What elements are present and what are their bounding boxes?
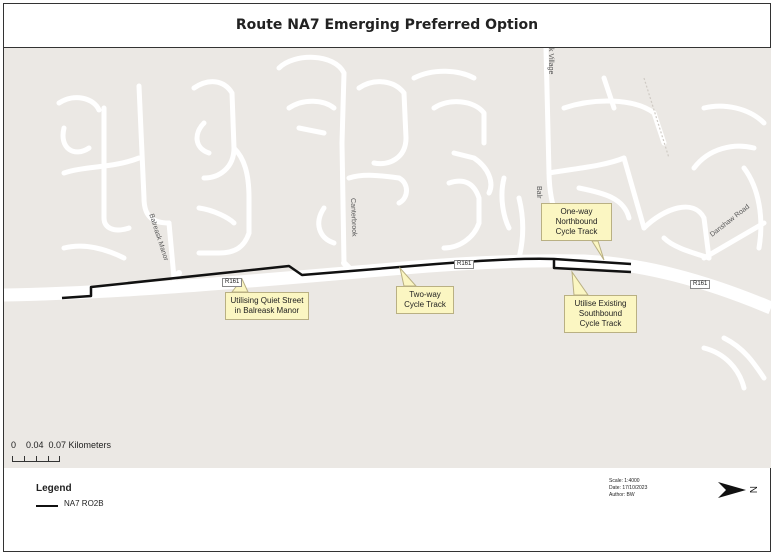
street-label-balreask-manor: Balreask Manor [147, 213, 170, 262]
scale-bar-label: 0 0.04 0.07 Kilometers [11, 440, 112, 450]
title-bar [3, 3, 771, 48]
north-arrow-icon [716, 478, 764, 507]
north-letter: N [747, 486, 758, 494]
meta-date: Date: 17/10/2023 [609, 485, 648, 491]
street-label-balreask-lower: Balr [535, 186, 542, 199]
street-label-balreask-village: k Village [547, 48, 554, 75]
legend-route-line-icon [36, 505, 58, 507]
callout-southbound-cycle-track: Utilise Existing Southbound Cycle Track [564, 295, 637, 333]
callout-quiet-street: Utilising Quiet Street in Balreask Manor [225, 292, 309, 320]
legend-title: Legend [36, 483, 72, 494]
map-svg [4, 48, 771, 468]
map-title: Route NA7 Emerging Preferred Option [235, 17, 539, 33]
callout-two-way-cycle-track: Two-way Cycle Track [396, 286, 454, 314]
road-shield-r161-east: R161 [690, 280, 710, 289]
road-shield-r161-west: R161 [222, 278, 242, 287]
meta-scale: Scale: 1:4000 [609, 478, 640, 484]
scale-bar [12, 455, 60, 462]
legend-item-label: NA7 RO2B [64, 499, 104, 508]
meta-author: Author: BW [609, 492, 635, 498]
residential-streets [59, 48, 764, 388]
street-label-danshaw-road: Danshaw Road [709, 203, 752, 239]
footpath [644, 78, 669, 158]
road-shield-r161-center: R161 [454, 260, 474, 269]
callout-northbound-cycle-track: One-way Northbound Cycle Track [541, 203, 612, 241]
map-canvas[interactable] [4, 48, 771, 468]
street-label-canterbrook: Canterbrook [349, 198, 358, 237]
map-metadata [609, 478, 647, 499]
